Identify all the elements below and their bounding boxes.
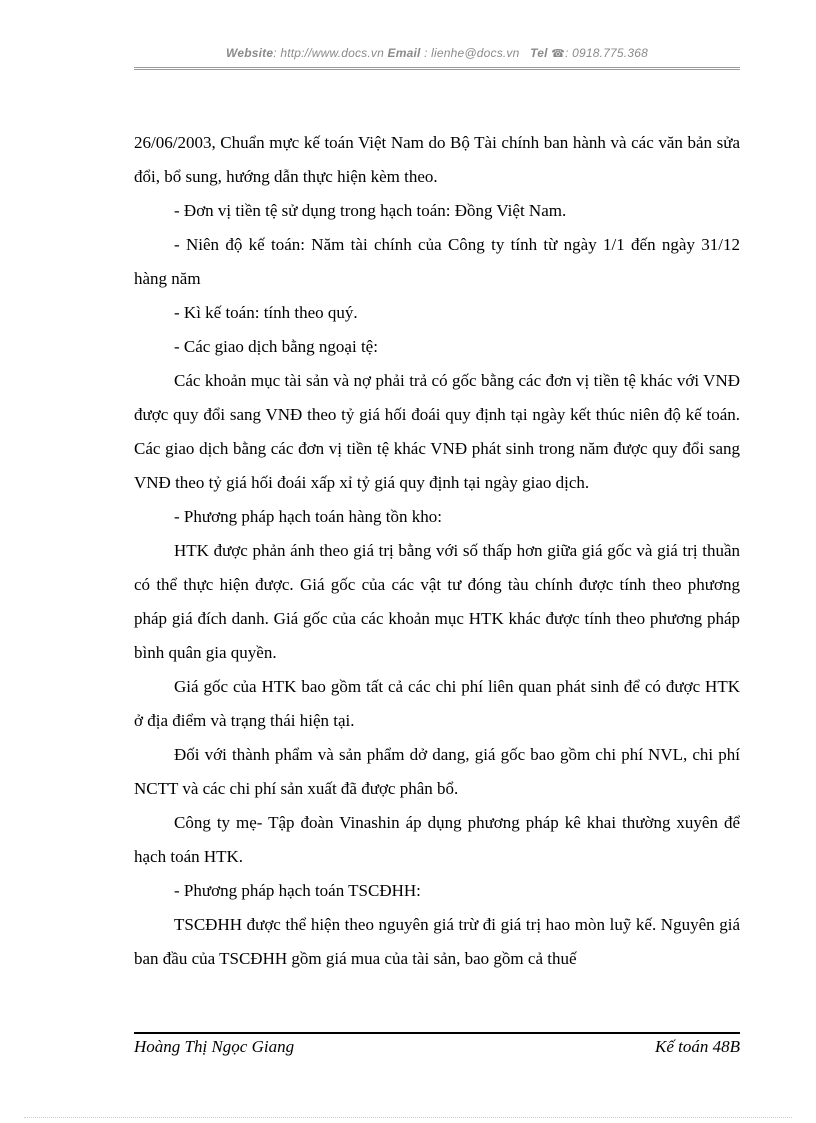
- email-label: Email: [387, 46, 421, 60]
- paragraph: - Niên độ kế toán: Năm tài chính của Công ty tính từ ngày 1/1 đến ngày 31/12 hàng năm: [134, 235, 740, 288]
- body-text: [134, 126, 740, 976]
- paragraph: Đối với thành phẩm và sản phẩm dở dang, giá gốc bao gồm chi phí NVL, chi phí NCTT và các chi phí sản xuất đã được phân bổ.: [134, 745, 740, 798]
- paragraph: 26/06/2003, Chuẩn mực kế toán Việt Nam do Bộ Tài chính ban hành và các văn bản sửa đổi, bổ sung, hướng dẫn thực hiện kèm theo.: [134, 133, 740, 186]
- paragraph: - Kì kế toán: tính theo quý.: [174, 303, 358, 322]
- tel-label: Tel: [530, 46, 548, 60]
- tel-value: : 0918.775.368: [565, 46, 648, 60]
- paragraph: - Phương pháp hạch toán hàng tồn kho:: [174, 507, 442, 526]
- paragraph: HTK được phản ánh theo giá trị bằng với số thấp hơn giữa giá gốc và giá trị thuần có thể thực hiện được. Giá gốc của các vật tư đóng tàu chính được tính theo phương pháp giá đích danh. Giá gốc của các khoản mục HTK khác được tính theo phương pháp bình quân gia quyền.: [134, 541, 740, 662]
- paragraph: Các khoản mục tài sản và nợ phải trả có gốc bằng các đơn vị tiền tệ khác với VNĐ được quy đổi sang VNĐ theo tỷ giá hối đoái quy định tại ngày kết thúc niên độ kế toán. Các giao dịch bằng các đơn vị tiền tệ khác VNĐ phát sinh trong năm được quy đổi sang VNĐ theo tỷ giá hối đoái xấp xỉ tỷ giá quy định tại ngày giao dịch.: [134, 371, 740, 492]
- paragraph: - Phương pháp hạch toán TSCĐHH:: [174, 881, 421, 900]
- page-footer: [134, 1037, 740, 1057]
- footer-class: Kế toán 48B: [655, 1037, 740, 1056]
- footer-author: Hoàng Thị Ngọc Giang: [134, 1037, 295, 1056]
- website-label: Website: [226, 46, 274, 60]
- header-rule: [134, 67, 740, 70]
- phone-icon: ☎: [551, 48, 566, 60]
- email-value: : lienhe@docs.vn: [420, 46, 520, 60]
- page-bottom-divider: [24, 1117, 792, 1118]
- page-header: [134, 46, 740, 60]
- paragraph: - Các giao dịch bằng ngoại tệ:: [174, 337, 378, 356]
- paragraph: TSCĐHH được thể hiện theo nguyên giá trừ đi giá trị hao mòn luỹ kế. Nguyên giá ban đầu của TSCĐHH gồm giá mua của tài sản, bao gồm cả thuế: [134, 915, 740, 968]
- paragraph: Công ty mẹ- Tập đoàn Vinashin áp dụng phương pháp kê khai thường xuyên để hạch toán HTK.: [134, 813, 740, 866]
- footer-rule: [134, 1032, 740, 1034]
- paragraph: - Đơn vị tiền tệ sử dụng trong hạch toán: Đồng Việt Nam.: [174, 201, 567, 220]
- paragraph: Giá gốc của HTK bao gồm tất cả các chi phí liên quan phát sinh để có được HTK ở địa điểm và trạng thái hiện tại.: [134, 677, 740, 730]
- website-value: : http://www.docs.vn: [273, 46, 384, 60]
